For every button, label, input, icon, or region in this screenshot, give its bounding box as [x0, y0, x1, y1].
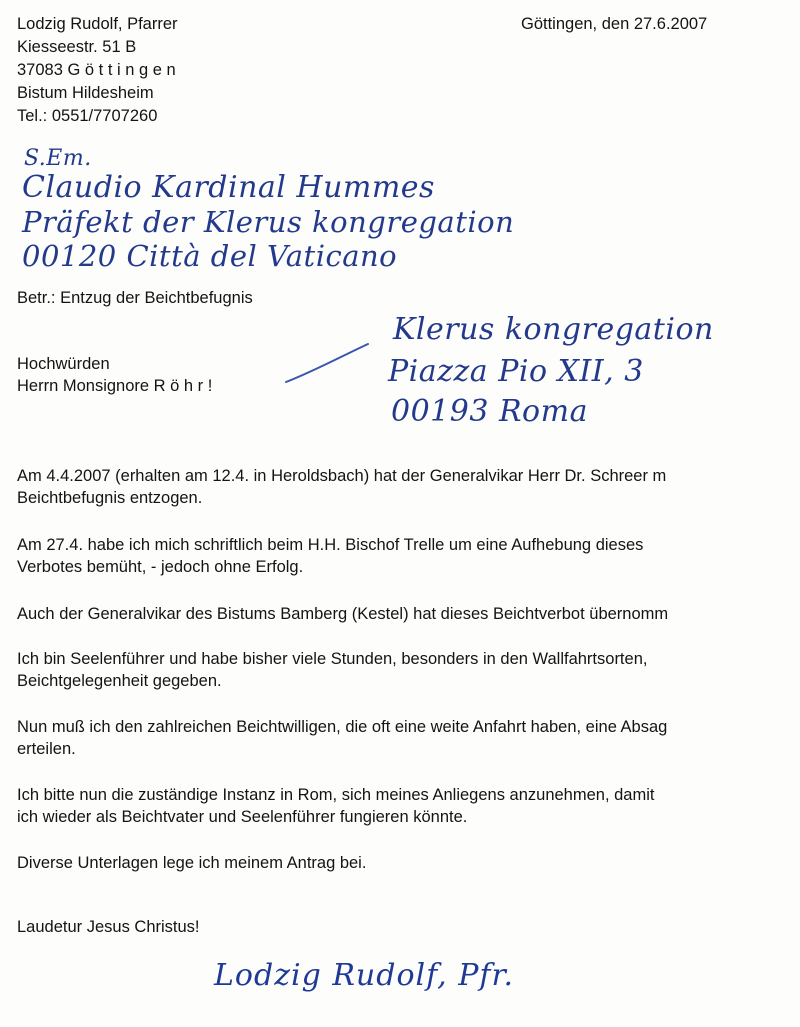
body-paragraph — [17, 534, 800, 578]
salutation-line: Herrn Monsignore R ö h r ! — [17, 377, 213, 395]
body-line: Ich bin Seelenführer und habe bisher viele Stunden, besonders in den Wallfahrtsorten, — [17, 650, 648, 668]
salutation-line: Hochwürden — [17, 355, 110, 373]
body-paragraph — [17, 603, 800, 625]
body-line: Auch der Generalvikar des Bistums Bamberg (Kestel) hat dieses Beichtverbot übernomm — [17, 605, 669, 623]
sender-phone: Tel.: 0551/7707260 — [17, 107, 158, 125]
closing-line: Laudetur Jesus Christus! — [17, 918, 200, 936]
address-line: Klerus kongregation — [393, 312, 714, 347]
body-paragraph — [17, 465, 800, 509]
sender-street: Kiesseestr. 51 B — [17, 38, 137, 56]
handwritten-signature: Lodzig Rudolf, Pfr. — [214, 958, 515, 993]
recipient-line: Claudio Kardinal Hummes — [22, 170, 435, 205]
body-line: Ich bitte nun die zuständige Instanz in Rom, sich meines Anliegens anzunehmen, damit — [17, 786, 655, 804]
body-line: Beichtgelegenheit gegeben. — [17, 672, 222, 690]
address-line: 00193 Roma — [391, 394, 588, 429]
body-paragraph — [17, 852, 800, 874]
address-line: Piazza Pio XII, 3 — [388, 354, 644, 389]
sender-city: 37083 G ö t t i n g e n — [17, 61, 176, 79]
pen-stroke — [282, 338, 372, 388]
body-paragraph — [17, 648, 800, 692]
body-line: Verbotes bemüht, - jedoch ohne Erfolg. — [17, 558, 304, 576]
body-paragraph — [17, 716, 800, 760]
body-line: erteilen. — [17, 740, 76, 758]
body-paragraph — [17, 784, 800, 828]
subject-line: Betr.: Entzug der Beichtbefugnis — [17, 289, 253, 307]
body-line: Am 4.4.2007 (erhalten am 12.4. in Heroldsbach) hat der Generalvikar Herr Dr. Schreer m — [17, 467, 667, 485]
body-line: Am 27.4. habe ich mich schriftlich beim H.H. Bischof Trelle um eine Aufhebung dieses — [17, 536, 644, 554]
body-line: Beichtbefugnis entzogen. — [17, 489, 203, 507]
sender-name: Lodzig Rudolf, Pfarrer — [17, 15, 178, 33]
body-line: Nun muß ich den zahlreichen Beichtwilligen, die oft eine weite Anfahrt haben, eine Absag — [17, 718, 668, 736]
sender-diocese: Bistum Hildesheim — [17, 84, 154, 102]
recipient-line: Präfekt der Klerus kongregation — [22, 205, 515, 239]
letter-date: Göttingen, den 27.6.2007 — [521, 15, 708, 33]
body-line: Diverse Unterlagen lege ich meinem Antrag bei. — [17, 854, 367, 872]
recipient-line: S.Em. — [24, 146, 92, 171]
recipient-line: 00120 Città del Vaticano — [22, 239, 398, 273]
body-line: ich wieder als Beichtvater und Seelenführer fungieren könnte. — [17, 808, 468, 826]
